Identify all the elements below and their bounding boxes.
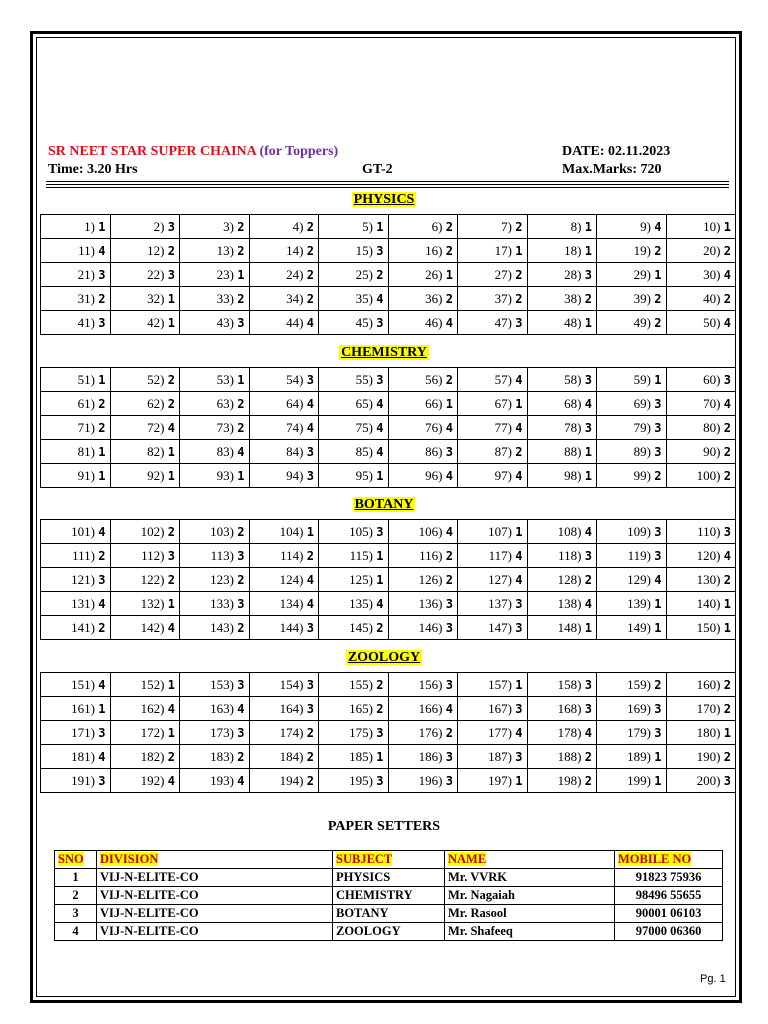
answer-cell: 131) 4 xyxy=(41,592,111,616)
table-row xyxy=(41,520,736,544)
answer-cell: 42) 1 xyxy=(110,311,180,335)
answer-cell: 94) 3 xyxy=(249,464,319,488)
answer-cell: 32) 1 xyxy=(110,287,180,311)
answer-cell: 20) 2 xyxy=(666,239,736,263)
table-row xyxy=(41,616,736,640)
answer-cell: 166) 4 xyxy=(388,697,458,721)
answer-cell: 17) 1 xyxy=(458,239,528,263)
answer-cell: 48) 1 xyxy=(527,311,597,335)
answer-cell: 25) 2 xyxy=(319,263,389,287)
answer-cell: 200) 3 xyxy=(666,769,736,793)
table-cell: Mr. Shafeeq xyxy=(445,923,615,941)
answer-cell: 60) 3 xyxy=(666,368,736,392)
header-rule xyxy=(46,187,729,188)
answer-cell: 146) 3 xyxy=(388,616,458,640)
answer-cell: 125) 1 xyxy=(319,568,389,592)
answer-cell: 51) 1 xyxy=(41,368,111,392)
table-row xyxy=(41,263,736,287)
table-row xyxy=(55,869,723,887)
answer-cell: 29) 1 xyxy=(597,263,667,287)
answer-cell: 78) 3 xyxy=(527,416,597,440)
answer-cell: 76) 4 xyxy=(388,416,458,440)
answer-cell: 180) 1 xyxy=(666,721,736,745)
answer-cell: 184) 2 xyxy=(249,745,319,769)
table-cell: VIJ-N-ELITE-CO xyxy=(97,923,333,941)
answer-cell: 140) 1 xyxy=(666,592,736,616)
table-cell: 91823 75936 xyxy=(615,869,723,887)
answer-cell: 112) 3 xyxy=(110,544,180,568)
answer-cell: 11) 4 xyxy=(41,239,111,263)
exam-time: Time: 3.20 Hrs xyxy=(48,162,138,177)
answer-cell: 96) 4 xyxy=(388,464,458,488)
answer-cell: 41) 3 xyxy=(41,311,111,335)
column-header: DIVISION xyxy=(97,851,333,869)
answer-cell: 86) 3 xyxy=(388,440,458,464)
answer-cell: 196) 3 xyxy=(388,769,458,793)
answer-cell: 168) 3 xyxy=(527,697,597,721)
answer-cell: 93) 1 xyxy=(180,464,250,488)
column-header: NAME xyxy=(445,851,615,869)
answer-cell: 44) 4 xyxy=(249,311,319,335)
answer-cell: 13) 2 xyxy=(180,239,250,263)
table-row xyxy=(41,673,736,697)
answer-cell: 178) 4 xyxy=(527,721,597,745)
answer-cell: 157) 1 xyxy=(458,673,528,697)
answer-cell: 35) 4 xyxy=(319,287,389,311)
answer-cell: 89) 3 xyxy=(597,440,667,464)
answer-cell: 68) 4 xyxy=(527,392,597,416)
answer-cell: 56) 2 xyxy=(388,368,458,392)
answer-cell: 104) 1 xyxy=(249,520,319,544)
answer-cell: 122) 2 xyxy=(110,568,180,592)
page-number: Pg. 1 xyxy=(700,973,726,985)
answer-cell: 177) 4 xyxy=(458,721,528,745)
table-row xyxy=(41,215,736,239)
answer-cell: 45) 3 xyxy=(319,311,389,335)
exam-title: SR NEET STAR SUPER CHAINA (for Toppers) xyxy=(48,144,339,159)
answer-cell: 72) 4 xyxy=(110,416,180,440)
paper-setters-table xyxy=(54,850,723,941)
table-row xyxy=(41,368,736,392)
answer-cell: 59) 1 xyxy=(597,368,667,392)
table-cell: 1 xyxy=(55,869,97,887)
answer-cell: 145) 2 xyxy=(319,616,389,640)
answer-cell: 179) 3 xyxy=(597,721,667,745)
answer-cell: 34) 2 xyxy=(249,287,319,311)
answer-cell: 149) 1 xyxy=(597,616,667,640)
table-row xyxy=(41,287,736,311)
answer-cell: 66) 1 xyxy=(388,392,458,416)
answer-cell: 135) 4 xyxy=(319,592,389,616)
answer-cell: 108) 4 xyxy=(527,520,597,544)
answer-cell: 1) 1 xyxy=(41,215,111,239)
table-cell: 97000 06360 xyxy=(615,923,723,941)
answer-cell: 9) 4 xyxy=(597,215,667,239)
answer-cell: 14) 2 xyxy=(249,239,319,263)
column-header: SUBJECT xyxy=(333,851,445,869)
answer-cell: 147) 3 xyxy=(458,616,528,640)
answer-cell: 113) 3 xyxy=(180,544,250,568)
answer-cell: 58) 3 xyxy=(527,368,597,392)
answer-cell: 54) 3 xyxy=(249,368,319,392)
answer-cell: 167) 3 xyxy=(458,697,528,721)
answer-cell: 73) 2 xyxy=(180,416,250,440)
answer-cell: 142) 4 xyxy=(110,616,180,640)
answer-cell: 155) 2 xyxy=(319,673,389,697)
table-cell: Mr. Rasool xyxy=(445,905,615,923)
answer-cell: 115) 1 xyxy=(319,544,389,568)
table-cell: 4 xyxy=(55,923,97,941)
answer-cell: 77) 4 xyxy=(458,416,528,440)
table-row xyxy=(41,464,736,488)
exam-date: DATE: 02.11.2023 xyxy=(562,144,671,159)
answer-cell: 144) 3 xyxy=(249,616,319,640)
answer-cell: 103) 2 xyxy=(180,520,250,544)
test-name: GT-2 xyxy=(362,162,393,177)
answer-cell: 53) 1 xyxy=(180,368,250,392)
answer-cell: 181) 4 xyxy=(41,745,111,769)
exam-subtitle: (for Toppers) xyxy=(259,144,339,159)
table-cell: CHEMISTRY xyxy=(333,887,445,905)
answer-cell: 120) 4 xyxy=(666,544,736,568)
answer-cell: 71) 2 xyxy=(41,416,111,440)
answer-cell: 169) 3 xyxy=(597,697,667,721)
answer-cell: 12) 2 xyxy=(110,239,180,263)
answer-cell: 31) 2 xyxy=(41,287,111,311)
table-row xyxy=(41,440,736,464)
table-cell: VIJ-N-ELITE-CO xyxy=(97,887,333,905)
answer-cell: 158) 3 xyxy=(527,673,597,697)
answer-cell: 37) 2 xyxy=(458,287,528,311)
table-row xyxy=(55,887,723,905)
table-cell: ZOOLOGY xyxy=(333,923,445,941)
answer-cell: 33) 2 xyxy=(180,287,250,311)
answer-cell: 143) 2 xyxy=(180,616,250,640)
table-cell: 98496 55655 xyxy=(615,887,723,905)
table-cell: Mr. VVRK xyxy=(445,869,615,887)
section-title-3: ZOOLOGY xyxy=(347,650,421,665)
answer-cell: 91) 1 xyxy=(41,464,111,488)
answer-cell: 197) 1 xyxy=(458,769,528,793)
paper-setters-title: PAPER SETTERS xyxy=(327,819,441,834)
table-row xyxy=(41,592,736,616)
answer-cell: 150) 1 xyxy=(666,616,736,640)
answer-cell: 160) 2 xyxy=(666,673,736,697)
answer-cell: 159) 2 xyxy=(597,673,667,697)
answer-cell: 3) 2 xyxy=(180,215,250,239)
answer-cell: 10) 1 xyxy=(666,215,736,239)
answer-cell: 187) 3 xyxy=(458,745,528,769)
answer-cell: 84) 3 xyxy=(249,440,319,464)
answer-cell: 151) 4 xyxy=(41,673,111,697)
table-row xyxy=(55,923,723,941)
header-rule xyxy=(46,184,729,185)
answer-cell: 123) 2 xyxy=(180,568,250,592)
answer-cell: 97) 4 xyxy=(458,464,528,488)
answer-cell: 156) 3 xyxy=(388,673,458,697)
answer-cell: 136) 3 xyxy=(388,592,458,616)
table-row xyxy=(41,769,736,793)
answer-cell: 7) 2 xyxy=(458,215,528,239)
table-cell: 2 xyxy=(55,887,97,905)
answer-cell: 118) 3 xyxy=(527,544,597,568)
answer-cell: 82) 1 xyxy=(110,440,180,464)
answer-cell: 43) 3 xyxy=(180,311,250,335)
answer-cell: 111) 2 xyxy=(41,544,111,568)
table-cell: 3 xyxy=(55,905,97,923)
answer-cell: 79) 3 xyxy=(597,416,667,440)
answer-cell: 165) 2 xyxy=(319,697,389,721)
answer-cell: 183) 2 xyxy=(180,745,250,769)
answer-cell: 38) 2 xyxy=(527,287,597,311)
answer-cell: 62) 2 xyxy=(110,392,180,416)
answer-table xyxy=(40,367,736,488)
answer-cell: 195) 3 xyxy=(319,769,389,793)
answer-cell: 15) 3 xyxy=(319,239,389,263)
answer-cell: 182) 2 xyxy=(110,745,180,769)
answer-cell: 98) 1 xyxy=(527,464,597,488)
answer-cell: 189) 1 xyxy=(597,745,667,769)
answer-cell: 191) 3 xyxy=(41,769,111,793)
answer-cell: 190) 2 xyxy=(666,745,736,769)
answer-cell: 199) 1 xyxy=(597,769,667,793)
answer-cell: 162) 4 xyxy=(110,697,180,721)
table-cell: Mr. Nagaiah xyxy=(445,887,615,905)
answer-cell: 109) 3 xyxy=(597,520,667,544)
answer-cell: 116) 2 xyxy=(388,544,458,568)
answer-cell: 141) 2 xyxy=(41,616,111,640)
answer-cell: 75) 4 xyxy=(319,416,389,440)
answer-cell: 65) 4 xyxy=(319,392,389,416)
answer-cell: 198) 2 xyxy=(527,769,597,793)
table-row xyxy=(41,697,736,721)
section-title-0: PHYSICS xyxy=(353,192,415,207)
table-row xyxy=(41,392,736,416)
table-row xyxy=(41,568,736,592)
answer-cell: 55) 3 xyxy=(319,368,389,392)
answer-cell: 153) 3 xyxy=(180,673,250,697)
answer-cell: 69) 3 xyxy=(597,392,667,416)
table-row xyxy=(41,416,736,440)
answer-cell: 99) 2 xyxy=(597,464,667,488)
answer-cell: 114) 2 xyxy=(249,544,319,568)
answer-cell: 18) 1 xyxy=(527,239,597,263)
answer-cell: 172) 1 xyxy=(110,721,180,745)
answer-cell: 176) 2 xyxy=(388,721,458,745)
answer-cell: 80) 2 xyxy=(666,416,736,440)
answer-table xyxy=(40,672,736,793)
answer-cell: 67) 1 xyxy=(458,392,528,416)
answer-cell: 22) 3 xyxy=(110,263,180,287)
answer-cell: 121) 3 xyxy=(41,568,111,592)
answer-cell: 50) 4 xyxy=(666,311,736,335)
answer-cell: 185) 1 xyxy=(319,745,389,769)
answer-cell: 119) 3 xyxy=(597,544,667,568)
answer-cell: 27) 2 xyxy=(458,263,528,287)
table-row xyxy=(41,239,736,263)
answer-cell: 83) 4 xyxy=(180,440,250,464)
answer-table xyxy=(40,519,736,640)
answer-cell: 148) 1 xyxy=(527,616,597,640)
table-cell: BOTANY xyxy=(333,905,445,923)
answer-cell: 2) 3 xyxy=(110,215,180,239)
answer-cell: 161) 1 xyxy=(41,697,111,721)
table-cell: 90001 06103 xyxy=(615,905,723,923)
answer-cell: 90) 2 xyxy=(666,440,736,464)
answer-cell: 49) 2 xyxy=(597,311,667,335)
answer-cell: 88) 1 xyxy=(527,440,597,464)
answer-cell: 70) 4 xyxy=(666,392,736,416)
answer-cell: 81) 1 xyxy=(41,440,111,464)
answer-cell: 192) 4 xyxy=(110,769,180,793)
answer-cell: 134) 4 xyxy=(249,592,319,616)
answer-cell: 174) 2 xyxy=(249,721,319,745)
column-header: SNO xyxy=(55,851,97,869)
answer-cell: 171) 3 xyxy=(41,721,111,745)
answer-cell: 46) 4 xyxy=(388,311,458,335)
answer-cell: 21) 3 xyxy=(41,263,111,287)
answer-cell: 193) 4 xyxy=(180,769,250,793)
answer-cell: 163) 4 xyxy=(180,697,250,721)
table-row xyxy=(41,544,736,568)
answer-cell: 117) 4 xyxy=(458,544,528,568)
answer-cell: 26) 1 xyxy=(388,263,458,287)
answer-cell: 63) 2 xyxy=(180,392,250,416)
answer-cell: 173) 3 xyxy=(180,721,250,745)
answer-cell: 5) 1 xyxy=(319,215,389,239)
table-cell: VIJ-N-ELITE-CO xyxy=(97,869,333,887)
answer-cell: 47) 3 xyxy=(458,311,528,335)
answer-cell: 24) 2 xyxy=(249,263,319,287)
table-cell: VIJ-N-ELITE-CO xyxy=(97,905,333,923)
answer-cell: 19) 2 xyxy=(597,239,667,263)
table-row xyxy=(41,721,736,745)
answer-cell: 188) 2 xyxy=(527,745,597,769)
answer-cell: 127) 4 xyxy=(458,568,528,592)
answer-cell: 8) 1 xyxy=(527,215,597,239)
answer-cell: 128) 2 xyxy=(527,568,597,592)
answer-cell: 152) 1 xyxy=(110,673,180,697)
answer-cell: 6) 2 xyxy=(388,215,458,239)
answer-cell: 64) 4 xyxy=(249,392,319,416)
table-row xyxy=(41,311,736,335)
answer-cell: 129) 4 xyxy=(597,568,667,592)
answer-cell: 95) 1 xyxy=(319,464,389,488)
answer-cell: 110) 3 xyxy=(666,520,736,544)
answer-cell: 164) 3 xyxy=(249,697,319,721)
answer-cell: 132) 1 xyxy=(110,592,180,616)
answer-cell: 130) 2 xyxy=(666,568,736,592)
answer-cell: 23) 1 xyxy=(180,263,250,287)
answer-cell: 16) 2 xyxy=(388,239,458,263)
answer-cell: 92) 1 xyxy=(110,464,180,488)
answer-cell: 36) 2 xyxy=(388,287,458,311)
answer-cell: 170) 2 xyxy=(666,697,736,721)
answer-cell: 105) 3 xyxy=(319,520,389,544)
answer-cell: 61) 2 xyxy=(41,392,111,416)
answer-cell: 137) 3 xyxy=(458,592,528,616)
section-title-1: CHEMISTRY xyxy=(341,345,427,360)
answer-cell: 100) 2 xyxy=(666,464,736,488)
answer-cell: 40) 2 xyxy=(666,287,736,311)
max-marks: Max.Marks: 720 xyxy=(562,162,662,177)
answer-cell: 39) 2 xyxy=(597,287,667,311)
section-title-2: BOTANY xyxy=(354,497,414,512)
answer-cell: 175) 3 xyxy=(319,721,389,745)
table-cell: PHYSICS xyxy=(333,869,445,887)
answer-cell: 133) 3 xyxy=(180,592,250,616)
answer-cell: 102) 2 xyxy=(110,520,180,544)
answer-cell: 57) 4 xyxy=(458,368,528,392)
header-rule xyxy=(46,181,729,182)
answer-cell: 85) 4 xyxy=(319,440,389,464)
answer-cell: 124) 4 xyxy=(249,568,319,592)
table-row xyxy=(55,905,723,923)
answer-cell: 30) 4 xyxy=(666,263,736,287)
answer-table xyxy=(40,214,736,335)
answer-cell: 28) 3 xyxy=(527,263,597,287)
answer-cell: 52) 2 xyxy=(110,368,180,392)
table-row xyxy=(41,745,736,769)
answer-cell: 194) 2 xyxy=(249,769,319,793)
answer-cell: 138) 4 xyxy=(527,592,597,616)
answer-cell: 139) 1 xyxy=(597,592,667,616)
answer-cell: 126) 2 xyxy=(388,568,458,592)
answer-cell: 107) 1 xyxy=(458,520,528,544)
answer-cell: 106) 4 xyxy=(388,520,458,544)
column-header: MOBILE NO xyxy=(615,851,723,869)
answer-cell: 154) 3 xyxy=(249,673,319,697)
answer-cell: 186) 3 xyxy=(388,745,458,769)
answer-cell: 74) 4 xyxy=(249,416,319,440)
answer-cell: 4) 2 xyxy=(249,215,319,239)
answer-cell: 101) 4 xyxy=(41,520,111,544)
answer-cell: 87) 2 xyxy=(458,440,528,464)
